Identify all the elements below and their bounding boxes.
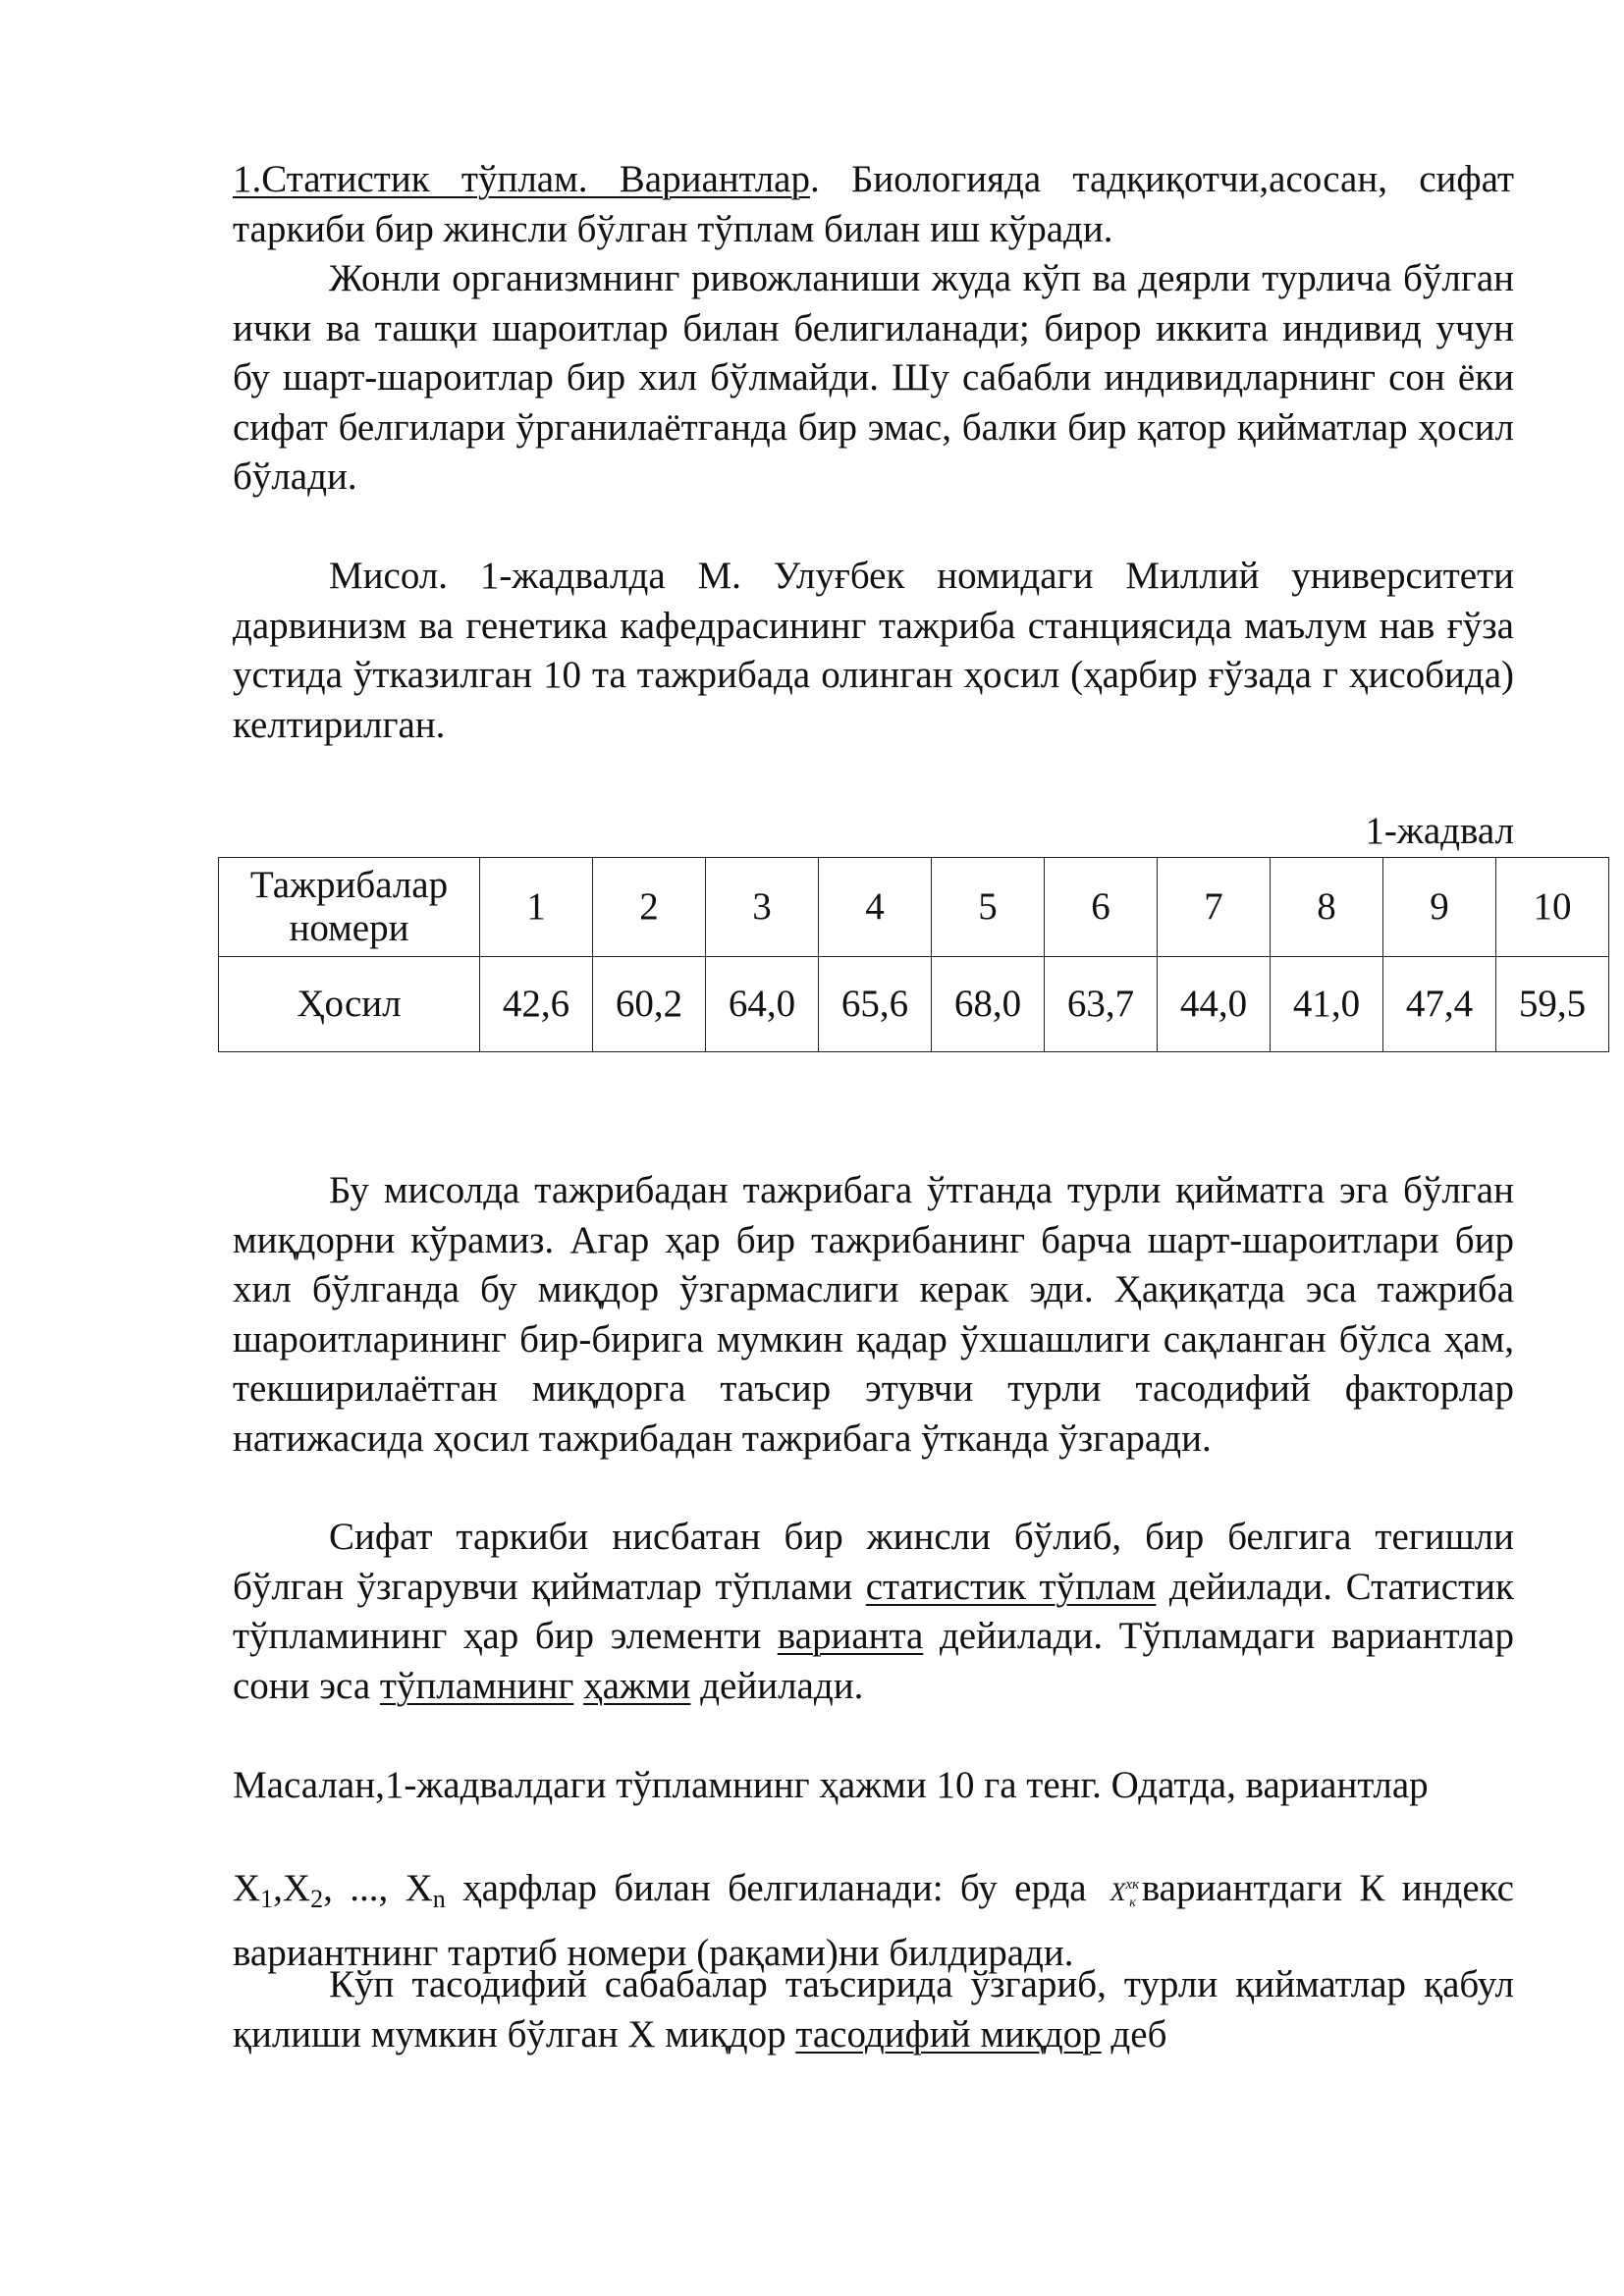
table-cell: 41,0 bbox=[1271, 957, 1383, 1052]
formula-subscript: к bbox=[1129, 1896, 1136, 1910]
term-random-variable: тасодифий миқдор bbox=[795, 2012, 1102, 2056]
table-header-cell: Ҳосил bbox=[219, 957, 480, 1052]
table-cell: 2 bbox=[593, 858, 706, 957]
text-run: ҳарфлар билан белгиланади: бу ерда bbox=[445, 1867, 1087, 1909]
text-run: Сифат таркиби нисбатан бир жинсли бўлиб, бир белгига тегишли бўлган ўзгарувчи қийматлар тўплами bbox=[233, 1516, 1514, 1608]
paragraph-definitions bbox=[233, 1513, 1514, 1711]
text-run: Х bbox=[233, 1867, 261, 1909]
paragraph-example: Мисол. 1-жадвалда М. Улуғбек номидаги Миллий университети дарвинизм ва генетика кафедрасининг тажриба станциясида маълум нав ғўза устида ўтказилган 10 та тажрибада олинган ҳосил (ҳарбир ғўзада г ҳисобида) келтирилган. bbox=[233, 555, 1514, 746]
paragraph-example-volume: Масалан,1-жадвалдаги тўпламнинг ҳажми 10 га тенг. Одатда, вариантлар bbox=[233, 1764, 1429, 1806]
intro-paragraph bbox=[233, 155, 1514, 254]
term-variant: варианта bbox=[777, 1615, 924, 1657]
text-run: дейилади. Статистик тўпламининг ҳар бир элементи bbox=[233, 1565, 1514, 1657]
subscript: 2 bbox=[310, 1885, 324, 1913]
data-table bbox=[218, 857, 1609, 1052]
formula-base: X bbox=[1110, 1878, 1126, 1906]
table-cell: 60,2 bbox=[593, 957, 706, 1052]
table-cell: 10 bbox=[1496, 858, 1609, 957]
table-cell: 44,0 bbox=[1158, 957, 1271, 1052]
text-run: вариантдаги К индекс вариантнинг тартиб номери (рақами)ни билдиради. bbox=[233, 1867, 1514, 1974]
term-statistical-set: статистик тўплам bbox=[865, 1565, 1157, 1608]
table-cell: 7 bbox=[1158, 858, 1271, 957]
intro-text: . Биологияда тадқиқотчи,асосан, сифат таркиби бир жинсли бўлган тўплам билан иш кўради. bbox=[233, 158, 1514, 250]
table-cell: 42,6 bbox=[480, 957, 593, 1052]
table-cell: 65,6 bbox=[819, 957, 932, 1052]
table-cell: 3 bbox=[706, 858, 819, 957]
table-cell: 4 bbox=[819, 858, 932, 957]
table-cell: 6 bbox=[1045, 858, 1158, 957]
table-header-cell: Тажрибалар номери bbox=[219, 858, 480, 957]
paragraph-variation: Бу мисолда тажрибадан тажрибага ўтганда турли қийматга эга бўлган миқдорни кўрамиз. Агар ҳар бир тажрибанинг барча шарт-шароитлари бир хил бўлганда бу миқдор ўзгармаслиги керак эди. Ҳақиқатда эса тажриба шароитларининг бир-бирига мумкин қадар ўхшашлиги сақланган бўлса ҳам, текширилаётган миқдорга таъсир этувчи турли тасодифий факторлар натижасида ҳосил тажрибадан тажрибага ўтканда ўзгаради. bbox=[233, 1169, 1514, 1460]
formula-superscript: xк bbox=[1125, 1877, 1140, 1893]
subscript: 1 bbox=[260, 1885, 274, 1913]
table-row-values bbox=[219, 957, 1609, 1052]
table-cell: 68,0 bbox=[932, 957, 1045, 1052]
table-row-numbers bbox=[219, 858, 1609, 957]
text-run: Кўп тасодифий сабабалар таъсирида ўзгариб, турли қийматлар қабул қилиши мумкин бўлган Х миқдор bbox=[233, 1963, 1514, 2056]
table-cell: 8 bbox=[1271, 858, 1383, 957]
term-volume: ҳажми bbox=[583, 1664, 691, 1707]
table-caption: 1-жадвал bbox=[1365, 810, 1514, 852]
text-run: ,Х bbox=[273, 1867, 311, 1909]
table-cell: 1 bbox=[480, 858, 593, 957]
formula-xk bbox=[1110, 1877, 1140, 1910]
text-run bbox=[573, 1665, 583, 1707]
table-cell: 47,4 bbox=[1383, 957, 1496, 1052]
table-cell: 59,5 bbox=[1496, 957, 1609, 1052]
text-run: дейилади. Тўпламдаги вариантлар сони эса bbox=[233, 1615, 1514, 1707]
table-cell: 64,0 bbox=[706, 957, 819, 1052]
text-run: дейилади. bbox=[690, 1664, 864, 1707]
table-cell: 5 bbox=[932, 858, 1045, 957]
text-run: , ..., Х bbox=[323, 1867, 433, 1909]
paragraph-organism: Жонли организмнинг ривожланиши жуда кўп ва деярли турлича бўлган ички ва ташқи шароитлар билан белигиланади; бирор иккита индивид учун бу шарт-шароитлар бир хил бўлмайди. Шу сабабли индивидларнинг сон ёки сифат белгилари ўрганилаётганда бир эмас, балки бир қатор қийматлар ҳосил бўлади. bbox=[233, 257, 1514, 498]
table-cell: 63,7 bbox=[1045, 957, 1158, 1052]
paragraph-random-variable bbox=[233, 1960, 1514, 2059]
section-heading: 1.Статистик тўплам. Вариантлар bbox=[233, 158, 810, 200]
subscript: n bbox=[432, 1885, 446, 1913]
text-run: деб bbox=[1101, 2012, 1167, 2056]
term-set: тўпламнинг bbox=[379, 1664, 574, 1707]
table-cell: 9 bbox=[1383, 858, 1496, 957]
